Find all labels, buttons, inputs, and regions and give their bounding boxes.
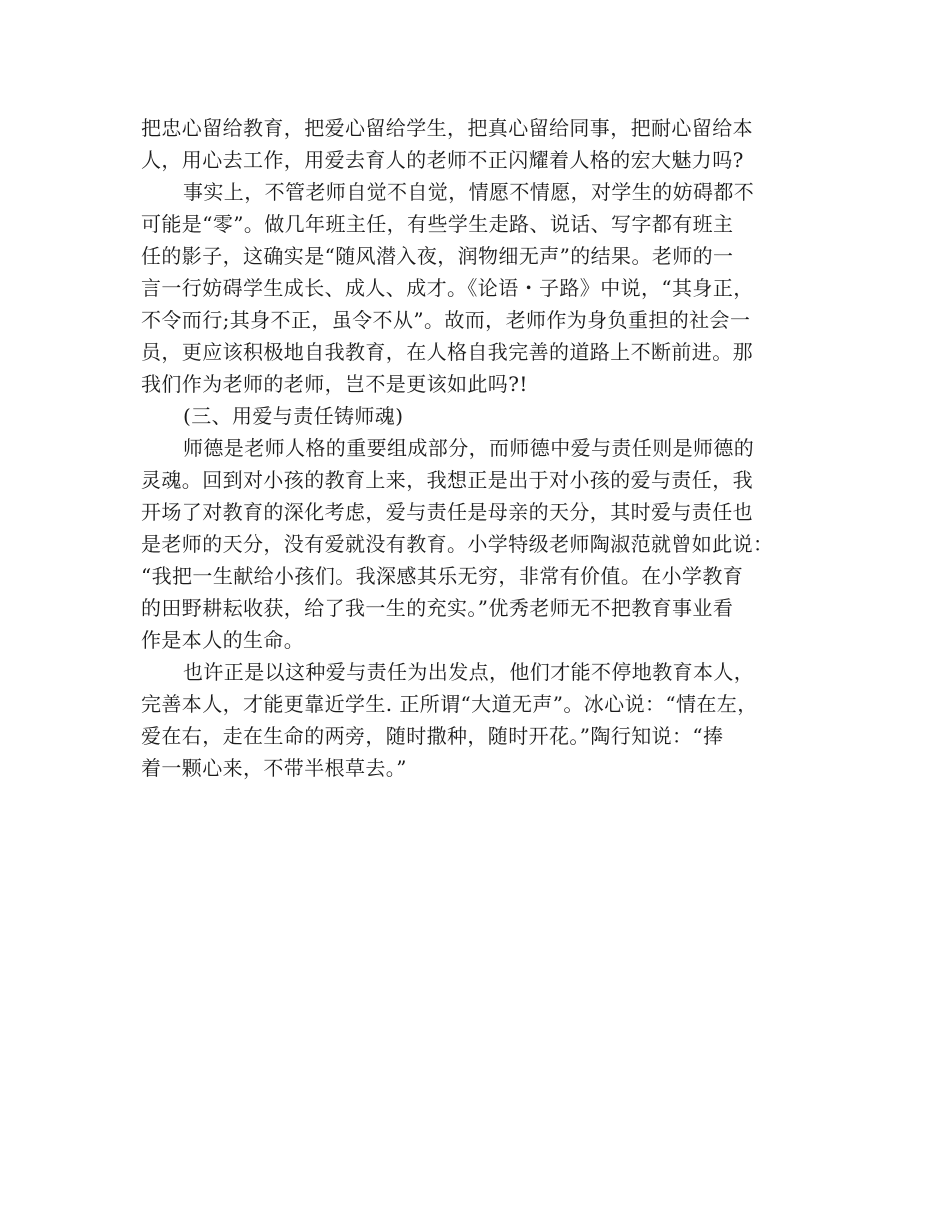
text-line: 作是本人的生命。 bbox=[141, 628, 305, 652]
section-heading: (三、用爱与责任铸师魂) bbox=[183, 404, 404, 428]
text-line: 完善本人，才能更靠近学生. 正所谓“大道无声”。冰心说：“情在左， bbox=[141, 692, 758, 716]
text-line: 任的影子，这确实是“随风潜入夜，润物细无声”的结果。老师的一 bbox=[141, 244, 734, 268]
text-line: 可能是“零”。做几年班主任，有些学生走路、说话、写字都有班主 bbox=[141, 212, 734, 236]
body-text bbox=[141, 112, 813, 784]
text-line: 我们作为老师的老师，岂不是更该如此吗?! bbox=[141, 372, 528, 396]
text-line: 言一行妨碍学生成长、成人、成才。《论语・子路》中说，“其身正， bbox=[141, 276, 754, 300]
text-line: 员，更应该积极地自我教育，在人格自我完善的道路上不断前进。那 bbox=[141, 340, 753, 364]
text-line: 把忠心留给教育，把爱心留给学生，把真心留给同事，把耐心留给本 bbox=[141, 116, 753, 140]
text-line: 是老师的天分，没有爱就没有教育。小学特级老师陶淑范就曾如此说： bbox=[141, 532, 774, 556]
text-line: 爱在右，走在生命的两旁，随时撒种，随时开花。”陶行知说：“捧 bbox=[141, 724, 724, 748]
text-line: 事实上，不管老师自觉不自觉，情愿不情愿，对学生的妨碍都不 bbox=[183, 180, 755, 204]
text-line: 的田野耕耘收获，给了我一生的充实。”优秀老师无不把教育事业看 bbox=[141, 596, 734, 620]
text-line: 人，用心去工作，用爱去育人的老师不正闪耀着人格的宏大魅力吗? bbox=[141, 148, 744, 172]
text-line: 灵魂。回到对小孩的教育上来，我想正是出于对小孩的爱与责任，我 bbox=[141, 468, 753, 492]
text-line: 着一颗心来，不带半根草去。” bbox=[141, 756, 407, 780]
text-line: 不令而行;其身不正，虽令不从”。故而，老师作为身负重担的社会一 bbox=[141, 308, 751, 332]
text-line: “我把一生献给小孩们。我深感其乐无穷，非常有价值。在小学教育 bbox=[141, 564, 744, 588]
text-line: 师德是老师人格的重要组成部分，而师德中爱与责任则是师德的 bbox=[183, 436, 755, 460]
text-line: 开场了对教育的深化考虑，爱与责任是母亲的天分，其时爱与责任也 bbox=[141, 500, 753, 524]
text-line: 也许正是以这种爱与责任为出发点，他们才能不停地教育本人， bbox=[183, 660, 755, 684]
